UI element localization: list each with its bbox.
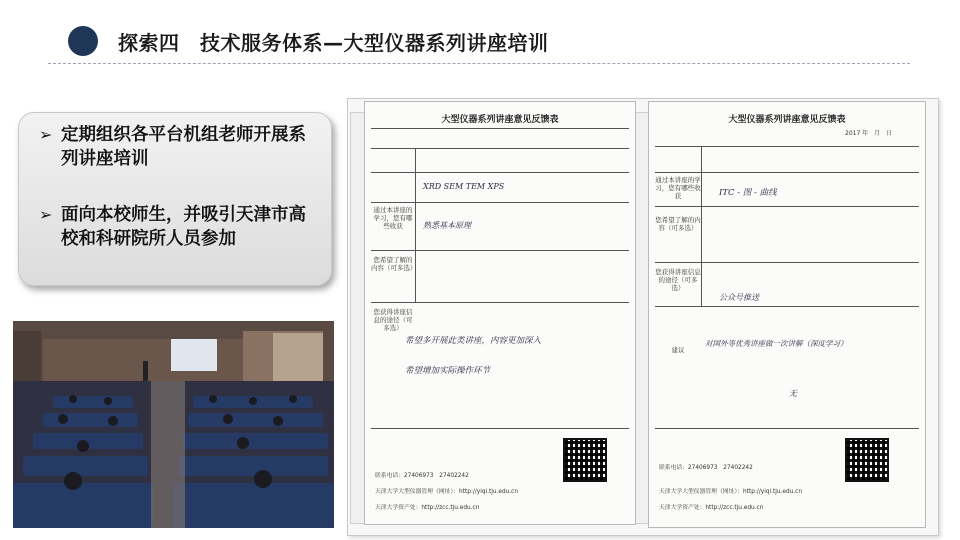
form-footer-line: 天津大学大型仪器管理（网址）：http://yiqi.tju.edu.cn [375, 489, 519, 495]
qr-code-icon [845, 438, 889, 482]
form-rule [371, 428, 629, 429]
arrow-bullet-icon: ➢ [39, 125, 53, 144]
form-rule [655, 206, 919, 207]
handwritten-answer: 无 [789, 389, 797, 398]
handwritten-answer: 公众号推送 [719, 293, 759, 302]
lecture-hall-photo [13, 321, 334, 528]
form-rule [655, 172, 919, 173]
form-footer-line: 天津大学资产处：http://zcc.tju.edu.cn [659, 505, 764, 511]
form-rule [655, 306, 919, 307]
bullet-card [18, 112, 332, 286]
handwritten-answer: 熟悉基本原理 [423, 221, 471, 230]
form-rule [701, 146, 702, 306]
form-row-label: 通过本讲座的学习，您有哪些收获 [373, 206, 413, 230]
form-rule [655, 262, 919, 263]
form-rule [371, 302, 629, 303]
form-rule [371, 250, 629, 251]
form-row-label: 建议 [671, 346, 685, 354]
form-title: 大型仪器系列讲座意见反馈表 [728, 115, 846, 125]
form-rule [655, 428, 919, 429]
qr-code-icon [563, 438, 607, 482]
handwritten-answer: 希望增加实际操作环节 [405, 366, 491, 376]
handwritten-answer: 对国外等优秀讲座做一次讲解（深度学习） [705, 339, 848, 348]
form-rule [371, 202, 629, 203]
feedback-form-1 [364, 101, 636, 525]
form-row-label: 您获得讲座信息的途径（可多选） [655, 268, 701, 292]
feedback-form-2 [648, 101, 926, 528]
form-rule [371, 172, 629, 173]
title-divider [48, 63, 910, 64]
page-title: 探索四 技术服务体系—大型仪器系列讲座培训 [118, 31, 549, 55]
bullet-item [39, 203, 321, 251]
form-footer-line: 联系电话：27406973 27402242 [659, 465, 753, 471]
bullet-item [39, 123, 321, 171]
form-rule [371, 148, 629, 149]
form-rule [655, 146, 919, 147]
form-footer-line: 天津大学资产处：http://zcc.tju.edu.cn [375, 505, 480, 511]
form-row-label: 通过本讲座的学习，您有哪些收获 [655, 176, 701, 200]
form-row-label: 您希望了解的内容（可多选） [655, 216, 701, 232]
bullet-text: 面向本校师生，并吸引天津市高校和科研院所人员参加 [61, 205, 306, 249]
form-footer-line: 天津大学大型仪器管理（网址）：http://yiqi.tju.edu.cn [659, 489, 803, 495]
form-rule [415, 148, 416, 302]
handwritten-answer: 希望多开展此类讲座，内容更加深入 [405, 336, 542, 346]
form-date: 2017 年 月 日 [845, 130, 893, 137]
handwritten-answer: ITC - 图 - 曲线 [719, 188, 777, 198]
handwritten-answer: XRD SEM TEM XPS [423, 182, 505, 191]
form-title: 大型仪器系列讲座意见反馈表 [441, 115, 559, 125]
title-dot-icon [68, 26, 98, 56]
bullet-text: 定期组织各平台机组老师开展系列讲座培训 [61, 125, 306, 169]
form-row-label: 您希望了解的内容（可多选） [371, 256, 417, 272]
form-row-label: 您获得讲座信息的途径（可多选） [373, 308, 413, 332]
arrow-bullet-icon: ➢ [39, 205, 53, 224]
form-footer-line: 联系电话：27406973 27402242 [375, 473, 469, 479]
form-rule [371, 128, 629, 129]
